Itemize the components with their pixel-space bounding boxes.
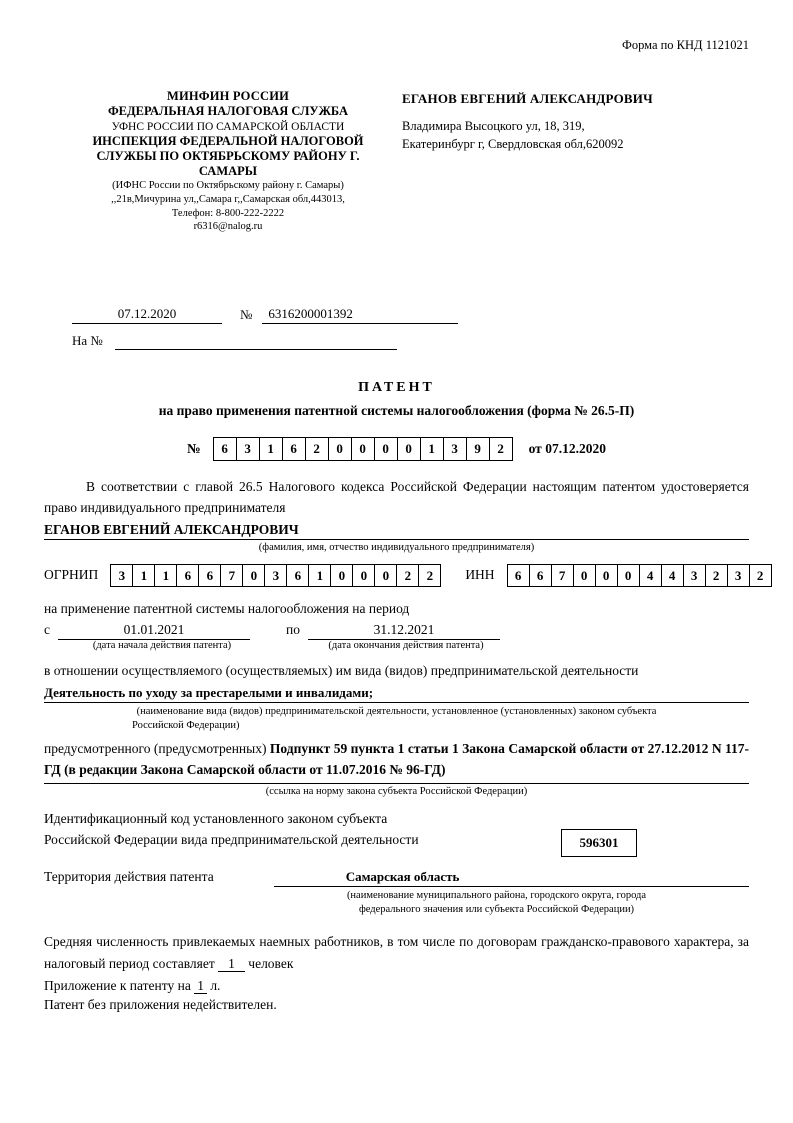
inn-boxes — [507, 564, 772, 587]
header-block — [44, 89, 749, 234]
law-reference — [44, 739, 749, 784]
ogrnip-digit: 0 — [331, 565, 353, 586]
ogrnip-digit: 2 — [426, 567, 434, 583]
ogrnip-digit: 2 — [397, 565, 419, 586]
ogrnip-label: ОГРНИП — [44, 567, 99, 583]
period-from-caption: (дата начала действия патента) — [92, 639, 232, 651]
inn-label: ИНН — [465, 567, 495, 583]
appendix-text-2: л. — [210, 977, 221, 993]
reply-to-line — [115, 335, 397, 350]
recipient-address-line-1: Владимира Высоцкого ул, 18, 319, — [402, 118, 585, 133]
ogrnip-digit: 3 — [265, 565, 287, 586]
appendix-paragraph — [44, 978, 749, 994]
territory-caption-line-2: федерального значения или субъекта Российской Федерации) — [358, 904, 635, 916]
law-caption: (ссылка на норму закона субъекта Российской Федерации) — [265, 786, 528, 798]
identification-code-text — [44, 809, 547, 851]
activity-caption-line-1: (наименование вида (видов) предпринимательской деятельности, установленное (установленных) законом субъекта — [136, 705, 657, 717]
activity-caption-line-2: Российской Федерации) — [132, 720, 240, 732]
patent-digit: 0 — [352, 438, 375, 460]
inn-digit: 0 — [574, 565, 596, 586]
workers-text-1: Средняя численность привлекаемых наемных работников, в том числе по договорам гражданско-правового характера, за налоговый период составляет — [44, 934, 749, 972]
inn-digit: 0 — [618, 565, 640, 586]
sender-line-1: МИНФИН РОССИИ — [166, 89, 290, 103]
reply-to-row — [44, 333, 749, 350]
intro-paragraph: В соответствии с главой 26.5 Налогового кодекса Российской Федерации настоящим патентом удостоверяется право индивидуального предпринимателя — [44, 478, 749, 515]
ogrnip-digit: 0 — [353, 565, 375, 586]
patent-digit: 3 — [444, 438, 467, 460]
ogrnip-boxes — [110, 564, 441, 587]
ogrnip-inn-row — [44, 564, 764, 587]
ogrnip-digit: 1 — [309, 565, 331, 586]
period-from-label: с — [44, 621, 50, 637]
ogrnip-digit: 0 — [375, 565, 397, 586]
identification-code-value: 596301 — [561, 829, 637, 857]
patent-number-symbol: № — [187, 440, 201, 456]
period-from-date: 01.01.2021 — [58, 622, 250, 640]
page-title: ПАТЕНТ — [358, 379, 435, 395]
recipient-name: ЕГАНОВ ЕВГЕНИЙ АЛЕКСАНДРОВИЧ — [402, 91, 653, 106]
sender-line-7: ,,21в,Мичурина ул,,Самара г,,Самарская обл,443013, — [111, 193, 345, 205]
patent-date: от 07.12.2020 — [528, 440, 606, 456]
patent-digit: 0 — [329, 438, 352, 460]
activity-name: Деятельность по уходу за престарелыми и инвалидами; — [44, 685, 749, 703]
ogrnip-digit: 1 — [133, 565, 155, 586]
period-to-caption: (дата окончания действия патента) — [328, 639, 484, 651]
document-number-row — [44, 306, 749, 324]
reply-to-label: На № — [72, 332, 103, 348]
ogrnip-digit: 3 — [111, 565, 133, 586]
activity-caption-block — [44, 705, 749, 733]
patent-digit: 6 — [214, 438, 237, 460]
appendix-value: 1 — [194, 978, 207, 994]
inn-digit: 3 — [684, 565, 706, 586]
territory-caption-block — [244, 889, 749, 917]
sender-block — [44, 89, 384, 234]
form-code: Форма по КНД 1121021 — [621, 38, 749, 52]
territory-value: Самарская область — [274, 869, 749, 887]
inn-digit: 4 — [662, 565, 684, 586]
patent-digit: 6 — [283, 438, 306, 460]
sender-line-3: УФНС РОССИИ ПО САМАРСКОЙ ОБЛАСТИ — [111, 120, 345, 133]
territory-row — [44, 869, 749, 887]
recipient-block — [384, 89, 749, 234]
law-text: Подпункт 59 пункта 1 статьи 1 Закона Самарской области от 27.12.2012 N 117-ГД (в редакции Закона Самарской области от 11.07.2016 № 96-ГД) — [44, 741, 749, 778]
territory-caption-line-1: (наименование муниципального района, городского округа, города — [346, 890, 647, 902]
ogrnip-digit: 6 — [287, 565, 309, 586]
inn-digit: 7 — [552, 565, 574, 586]
period-captions — [44, 640, 749, 651]
period-dates-row — [44, 622, 749, 640]
sender-line-9: r6316@nalog.ru — [193, 221, 263, 233]
law-prefix: предусмотренного (предусмотренных) — [44, 741, 267, 757]
sender-line-8: Телефон: 8-800-222-2222 — [171, 207, 285, 219]
patent-number-row — [44, 437, 749, 461]
document-date: 07.12.2020 — [72, 306, 222, 324]
entrepreneur-name-caption: (фамилия, имя, отчество индивидуального предпринимателя) — [258, 541, 535, 553]
appendix-text-1: Приложение к патенту на — [44, 977, 191, 993]
inn-digit: 2 — [706, 565, 728, 586]
inn-digit: 6 — [530, 565, 552, 586]
recipient-address-line-2: Екатеринбург г, Свердловская обл,620092 — [402, 137, 624, 152]
inn-digit: 4 — [640, 565, 662, 586]
patent-digit: 2 — [497, 440, 504, 456]
patent-digit: 0 — [398, 438, 421, 460]
sender-line-2: ФЕДЕРАЛЬНАЯ НАЛОГОВАЯ СЛУЖБА — [107, 104, 349, 119]
patent-digit: 1 — [421, 438, 444, 460]
sender-line-6: (ИФНС России по Октябрьскому району г. Самары) — [112, 180, 344, 192]
identification-code-line-1: Идентификационный код установленного законом субъекта — [44, 811, 388, 827]
inn-digit: 3 — [728, 565, 750, 586]
ogrnip-digit: 6 — [177, 565, 199, 586]
ogrnip-digit: 7 — [221, 565, 243, 586]
patent-digit: 0 — [375, 438, 398, 460]
patent-digit: 1 — [260, 438, 283, 460]
territory-label: Территория действия патента — [44, 869, 214, 885]
ogrnip-digit: 1 — [155, 565, 177, 586]
patent-digit: 2 — [306, 438, 329, 460]
identification-code-line-2: Российской Федерации вида предпринимательской деятельности — [44, 832, 419, 848]
inn-digit: 0 — [596, 565, 618, 586]
period-to-date: 31.12.2021 — [308, 622, 500, 640]
inn-digit: 6 — [508, 565, 530, 586]
period-text: на применение патентной системы налогообложения на период — [44, 600, 410, 616]
workers-paragraph — [44, 931, 749, 974]
sender-line-5: СЛУЖБЫ ПО ОКТЯБРЬСКОМУ РАЙОНУ Г. САМАРЫ — [96, 148, 360, 179]
identification-code-row — [44, 809, 749, 857]
ogrnip-digit: 6 — [199, 565, 221, 586]
workers-value: 1 — [218, 956, 245, 972]
number-symbol: № — [240, 306, 253, 322]
page-subtitle: на право применения патентной системы налогообложения (форма № 26.5-П) — [158, 402, 635, 418]
patent-digit: 9 — [467, 438, 490, 460]
activity-intro: в отношении осуществляемого (осуществляемых) им вида (видов) предпринимательской деятельности — [44, 662, 639, 678]
document-number: 6316200001392 — [262, 306, 458, 324]
sender-line-4: ИНСПЕКЦИЯ ФЕДЕРАЛЬНОЙ НАЛОГОВОЙ — [92, 133, 364, 148]
patent-digit: 3 — [237, 438, 260, 460]
period-to-label: по — [286, 621, 300, 637]
appendix-note: Патент без приложения недействителен. — [44, 996, 277, 1012]
workers-text-2: человек — [248, 956, 294, 972]
patent-number-boxes — [213, 437, 513, 461]
inn-digit: 2 — [756, 567, 764, 583]
ogrnip-digit: 0 — [243, 565, 265, 586]
entrepreneur-name: ЕГАНОВ ЕВГЕНИЙ АЛЕКСАНДРОВИЧ — [44, 522, 749, 540]
